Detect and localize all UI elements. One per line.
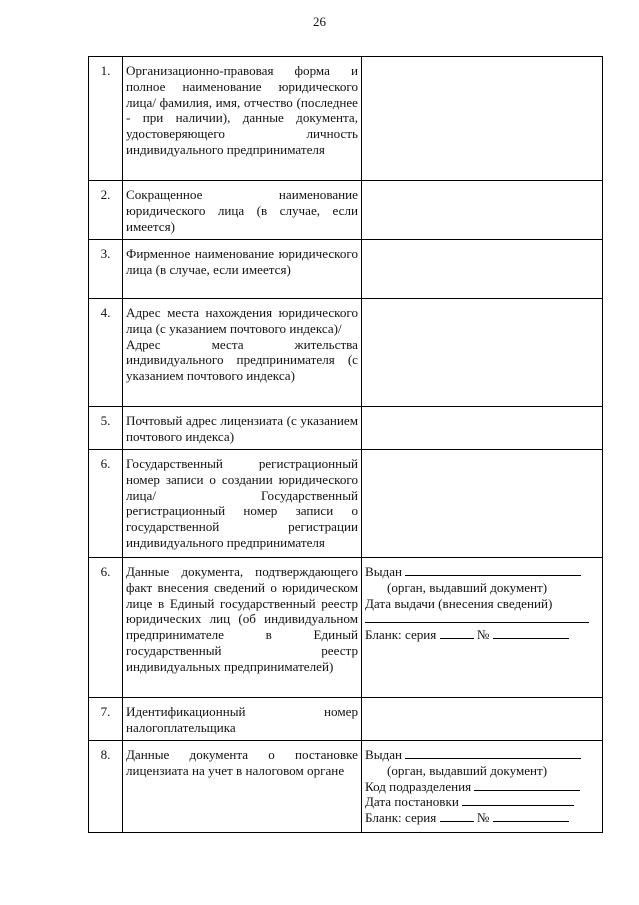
issuer-field[interactable] bbox=[405, 747, 581, 759]
issuer-hint: (орган, выдавший документ) bbox=[387, 579, 548, 595]
number-sign: № bbox=[476, 810, 490, 826]
row-value-cell[interactable] bbox=[362, 407, 603, 450]
row-value-cell[interactable] bbox=[362, 57, 603, 181]
blank-number-field[interactable] bbox=[493, 627, 569, 639]
row-description: Данные документа о постановке лицензиата на учет в налоговом органе bbox=[123, 741, 362, 833]
row-value-cell[interactable] bbox=[362, 698, 603, 741]
table-row bbox=[89, 741, 603, 833]
row-value-cell[interactable] bbox=[362, 299, 603, 407]
entrepreneur-address-label: Адрес места жительства индивидуального предпринимателя (с указанием почтового индекса) bbox=[126, 336, 358, 384]
row-description: Фирменное наименование юридического лица (в случае, если имеется) bbox=[123, 240, 362, 299]
row-number: 1. bbox=[89, 57, 123, 181]
registration-date-label: Дата постановки bbox=[365, 794, 459, 810]
row-description bbox=[123, 299, 362, 407]
row-number: 8. bbox=[89, 741, 123, 833]
row-value-cell[interactable] bbox=[362, 181, 603, 240]
table-row bbox=[89, 698, 603, 741]
division-code-label: Код подразделения bbox=[365, 778, 472, 794]
division-code-field[interactable] bbox=[474, 779, 580, 791]
issued-label: Выдан bbox=[365, 747, 403, 762]
row-number: 5. bbox=[89, 407, 123, 450]
table-row bbox=[89, 57, 603, 181]
row-number: 2. bbox=[89, 181, 123, 240]
issued-label: Выдан bbox=[365, 564, 403, 579]
row-number: 6. bbox=[89, 450, 123, 558]
registration-date-field[interactable] bbox=[462, 794, 574, 806]
row-value-cell[interactable] bbox=[362, 450, 603, 558]
table-row bbox=[89, 181, 603, 240]
row-description: Сокращенное наименование юридического лица (в случае, если имеется) bbox=[123, 181, 362, 240]
issuer-hint: (орган, выдавший документ) bbox=[387, 762, 548, 778]
blank-series-label: Бланк: серия bbox=[365, 810, 437, 826]
blank-series-field[interactable] bbox=[440, 810, 474, 822]
blank-series-field[interactable] bbox=[440, 627, 474, 639]
number-sign: № bbox=[476, 627, 490, 643]
blank-number-field[interactable] bbox=[493, 810, 569, 822]
issuer-field[interactable] bbox=[405, 564, 581, 576]
table-row bbox=[89, 299, 603, 407]
issue-date-field[interactable] bbox=[365, 611, 589, 623]
row-number: 7. bbox=[89, 698, 123, 741]
page-number: 26 bbox=[313, 14, 326, 29]
table-row bbox=[89, 558, 603, 698]
row-value-cell bbox=[362, 558, 603, 698]
table-row bbox=[89, 240, 603, 299]
blank-series-label: Бланк: серия bbox=[365, 627, 437, 643]
table-row bbox=[89, 450, 603, 558]
table-row bbox=[89, 407, 603, 450]
row-value-cell bbox=[362, 741, 603, 833]
row-description: Организационно-правовая форма и полное наименование юридического лица/ фамилия, имя, отчество (последнее - при наличии), данные документа, удостоверяющего личность индивидуального предпринимателя bbox=[123, 57, 362, 181]
row-description: Идентификационный номер налогоплательщика bbox=[123, 698, 362, 741]
issue-date-label: Дата выдачи (внесения сведений) bbox=[365, 595, 553, 611]
row-value-cell[interactable] bbox=[362, 240, 603, 299]
row-description: Данные документа, подтверждающего факт внесения сведений о юридическом лице в Единый государственный реестр юридических лиц (об индивидуальном предпринимателе в Единый государственный реестр индивидуальных предпринимателей) bbox=[123, 558, 362, 698]
legal-entity-address-label: Адрес места нахождения юридического лица (с указанием почтового индекса)/ bbox=[126, 305, 358, 336]
row-number: 6. bbox=[89, 558, 123, 698]
license-info-table bbox=[88, 56, 603, 833]
row-description: Почтовый адрес лицензиата (с указанием почтового индекса) bbox=[123, 407, 362, 450]
row-description: Государственный регистрационный номер записи о создании юридического лица/ Государственный регистрационный номер записи о государственной регистрации индивидуального предпринимателя bbox=[123, 450, 362, 558]
row-number: 3. bbox=[89, 240, 123, 299]
row-number: 4. bbox=[89, 299, 123, 407]
